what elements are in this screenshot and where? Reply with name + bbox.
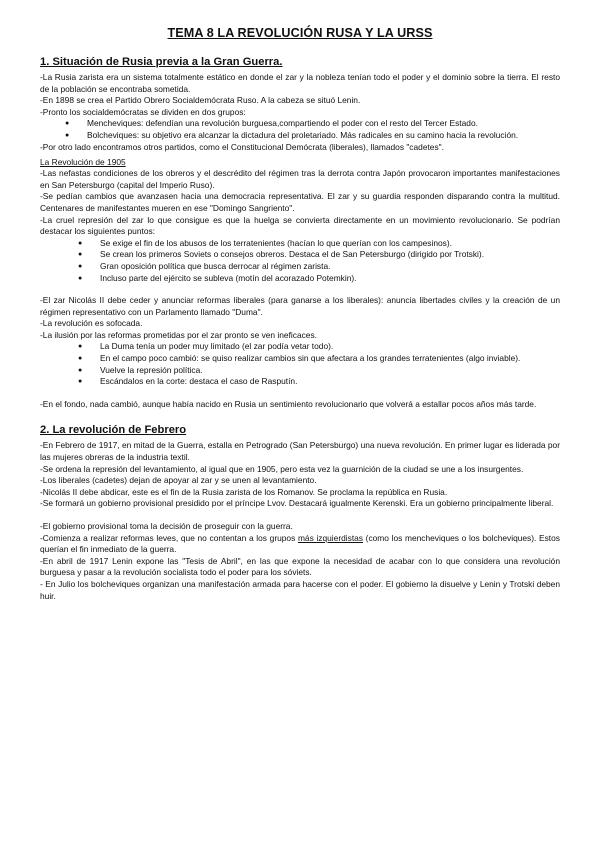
spacer [40,410,560,424]
spacer [40,284,560,295]
paragraph: -La Rusia zarista era un sistema totalmente estático en donde el zar y la nobleza tenían todo el poder y el dominio sobre la tierra. El resto de la población se encontraba sometida. [40,72,560,94]
list-item: ● Bolcheviques: su objetivo era alcanzar la dictadura del proletariado. Más radicales en su camino hacia la revolución. [65,130,560,142]
paragraph: -Se formará un gobierno provisional presidido por el príncipe Lvov. Destacará igualmente Kerenski. Era un gobierno principalmente liberal. [40,498,554,509]
document-title: TEMA 8 LA REVOLUCIÓN RUSA Y LA URSS [167,26,433,40]
list-item: ● Mencheviques: defendían una revolución burguesa,compartiendo el poder con el resto del Tercer Estado. [65,118,560,130]
paragraph: -Pronto los socialdemócratas se dividen en dos grupos: [40,106,246,117]
section-1-title: 1. Situación de Rusia previa a la Gran Guerra. [40,56,283,68]
spacer [40,388,560,399]
paragraph: -Se ordena la represión del levantamiento, al igual que en 1905, pero esta vez la guarnición de la ciudad se une a los insurgentes. [40,463,524,474]
paragraph: -La revolución es sofocada. [40,318,143,329]
paragraph: -La cruel represión del zar lo que consigue es que la huelga se convierta directamente en un movimiento revolucionario. Se podrían destacar los siguientes puntos: [40,214,560,237]
paragraph: -Se pedían cambios que avanzasen hacia una democracia representativa. El zar y su guardia responden disparando contra la multitud. Centenares de manifestantes mueren en ese "Domingo Sangriento". [40,191,560,213]
paragraph: -Los liberales (cadetes) dejan de apoyar al zar y se unen al levantamiento. [40,475,317,486]
list-item: ● La Duma tenía un poder muy limitado (el zar podía vetar todo). [78,341,560,353]
paragraph: -En abril de 1917 Lenin expone las "Tesis de Abril", en las que expone la necesidad de acabar con lo que considera una revolución burguesa y pasar a la revolución socialista todo el poder para los sóviets. [40,555,560,578]
paragraph: - En Julio los bolcheviques organizan una manifestación armada para hacerse con el poder. El gobierno la disuelve y Lenin y Trotski deben huir. [40,578,560,601]
paragraph: -Nicolás II debe abdicar, este es el fin de la Rusia zarista de los Romanov. Se proclama la república en Rusia. [40,486,448,497]
underlined-text: más izquierdistas [297,532,363,543]
paragraph: -En el fondo, nada cambió, aunque había nacido en Rusia un sentimiento revolucionario que volverá a estallar pocos años más tarde. [40,398,537,409]
list-item: ● Incluso parte del ejército se subleva (motín del acorazado Potemkin). [78,273,560,285]
paragraph: -La ilusión por las reformas prometidas por el zar pronto se ven ineficaces. [40,329,317,340]
section-2-title: 2. La revolución de Febrero [40,424,187,437]
list-item: ● Se crean los primeros Soviets o consejos obreros. Destaca el de San Petersburgo (dirigido por Trotski). [78,249,560,261]
paragraph [40,533,560,556]
list-item: ● Gran oposición política que busca derrocar al régimen zarista. [78,261,560,273]
list-item: ● Se exige el fin de los abusos de los terratenientes (hacían lo que querían con los campesinos). [78,238,560,250]
paragraph: -El zar Nicolás II debe ceder y anunciar reformas liberales (para ganarse a los liberales): anuncia libertades civiles y la creación de un régimen representativo con un Parlamento llamado "Duma". [40,295,560,317]
text-run: -Comienza a realizar reformas leves, que no contentan a los grupos [40,532,298,543]
paragraph: -En Febrero de 1917, en mitad de la Guerra, estalla en Petrogrado (San Petersburgo) una nueva revolución. En primer lugar es liderada por las mujeres obreras de la industria textil. [40,440,560,463]
paragraph: -El gobierno provisional toma la decisión de proseguir con la guerra. [40,521,293,531]
spacer [40,510,560,521]
socialdemocrat-groups-list [40,118,560,141]
paragraph: -Las nefastas condiciones de los obreros y el descrédito del régimen tras la derrota contra Japón provocaron importantes manifestaciones en San Petersburgo (capital del Imperio Ruso). [40,168,560,190]
list-item: ● Escándalos en la corte: destaca el caso de Rasputín. [78,376,560,388]
paragraph: -En 1898 se crea el Partido Obrero Socialdemócrata Ruso. A la cabeza se situó Lenin. [40,95,361,106]
text-run: (como los mencheviques o los bolcheviques). Estos querían el fin inmediato de la guerra. [40,532,560,555]
revolution-1905-title: La Revolución de 1905 [40,157,126,168]
paragraph: -Por otro lado encontramos otros partidos, como el Constitucional Demócrata (liberales), llamados "cadetes". [40,141,444,152]
list-item: ● En el campo poco cambió: se quiso realizar cambios sin que afectara a los grandes terratenientes (algo inviable). [78,353,560,365]
revolution-points-list [40,238,560,284]
list-item: ● Vuelve la represión política. [78,365,560,377]
reform-failures-list [40,341,560,387]
